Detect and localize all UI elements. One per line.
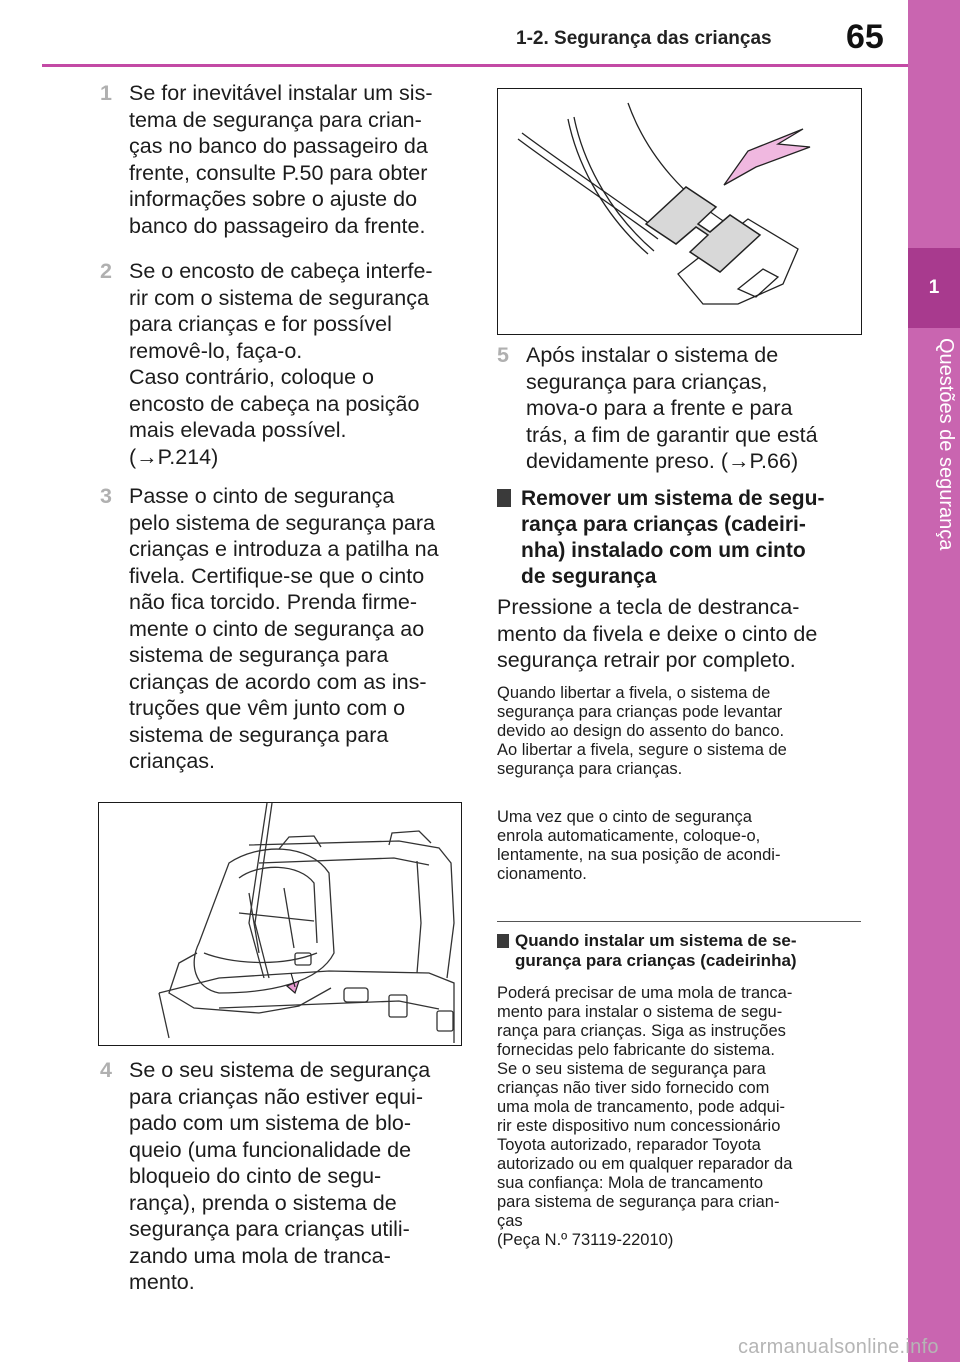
header-divider — [42, 64, 908, 67]
section-divider — [497, 921, 861, 922]
install-section-heading — [497, 931, 867, 973]
page-reference-link[interactable]: (→P.66) — [720, 449, 799, 473]
step-number: 1 — [100, 81, 112, 105]
child-seat-illustration — [98, 802, 462, 1046]
chapter-tab-number[interactable]: 1 — [908, 248, 960, 328]
step-text: Após instalar o sistema de segurança para crianças, mova-o para a frente e para trás, a fim de garantir que está devidamente preso. — [526, 343, 818, 473]
page-number: 65 — [846, 18, 884, 56]
watermark: carmanualsonline.info — [738, 1336, 939, 1358]
step-text: Se o seu sistema de segurança para crianças não estiver equi- pado com um sistema de blo- queio (uma funcionalidade de bloqueio do cinto de segu- rança), prenda o sistema de segurança para crianças utili- zando uma mola de tranca- mento. — [129, 1058, 431, 1294]
step-5 — [497, 342, 865, 482]
section-heading-text: Quando instalar um sistema de se- gurança para crianças (cadeirinha) — [515, 931, 797, 970]
page-reference-link[interactable]: (→P.214) — [129, 444, 219, 469]
locking-clip-illustration — [497, 88, 862, 335]
remove-section-note-1: Quando libertar a fivela, o sistema de segurança para crianças pode levantar devido ao design do assento do banco. Ao libertar a fivela, segure o sistema de segurança para crianças. — [497, 684, 787, 778]
step-2 — [100, 258, 460, 474]
step-text-wrap — [526, 342, 862, 475]
step-number: 3 — [100, 484, 112, 508]
step-number: 2 — [100, 259, 112, 283]
step-3 — [100, 483, 460, 783]
chapter-tab-label: Questões de segurança — [935, 338, 957, 551]
step-number: 4 — [100, 1058, 112, 1082]
chapter-side-band — [908, 0, 960, 1362]
section-heading-text: Remover um sistema de segu- rança para crianças (cadeiri- nha) instalado com um cinto de segurança — [521, 487, 825, 588]
remove-section-heading — [497, 486, 865, 592]
step-text: Passe o cinto de segurança pelo sistema de segurança para crianças e introduza a patilha na fivela. Certifique-se que o cinto não fica torcido. Prenda firme- mente o cinto de segurança ao sistema de segurança para crianças de acordo com as ins- truções que vêm junto com o sistema de segurança para crianças. — [129, 484, 439, 773]
step-4 — [100, 1057, 460, 1302]
square-bullet-icon — [497, 489, 511, 507]
step-text-wrap — [129, 258, 459, 470]
locking-clip-drawing — [498, 89, 860, 333]
square-bullet-icon — [497, 934, 509, 948]
step-number: 5 — [497, 343, 509, 367]
step-1 — [100, 80, 460, 240]
child-seat-drawing — [99, 803, 460, 1044]
step-text: Se for inevitável instalar um sis- tema de segurança para crian- ças no banco do passageiro da frente, consulte P.50 para obter informações sobre o ajuste do banco do passageiro da frente. — [129, 81, 433, 238]
section-title: 1-2. Segurança das crianças — [516, 28, 772, 49]
remove-section-note-2: Uma vez que o cinto de segurança enrola automaticamente, coloque-o, lentamente, na sua posição de acondi- cionamento. — [497, 808, 781, 883]
install-section-body: Poderá precisar de uma mola de tranca- mento para instalar o sistema de segu- rança para crianças. Siga as instruções fornecidas pelo fabricante do sistema. Se o seu sistema de segurança para crianças não tiver sido fornecido com uma mola de trancamento, pode adqui- rir este dispositivo num concessionário Toyota autorizado, reparador Toyota autorizado ou em qualquer reparador da sua confiança: Mola de trancamento para sistema de segurança para crian- ças (Peça N.º 73119-22010) — [497, 984, 793, 1249]
remove-section-body: Pressione a tecla de destranca- mento da fivela e deixe o cinto de segurança retrair por completo. — [497, 595, 818, 672]
step-text: Se o encosto de cabeça interfe- rir com o sistema de segurança para crianças e for possível removê-lo, faça-o. Caso contrário, coloque o encosto de cabeça na posição mais elevada possível. — [129, 259, 433, 442]
